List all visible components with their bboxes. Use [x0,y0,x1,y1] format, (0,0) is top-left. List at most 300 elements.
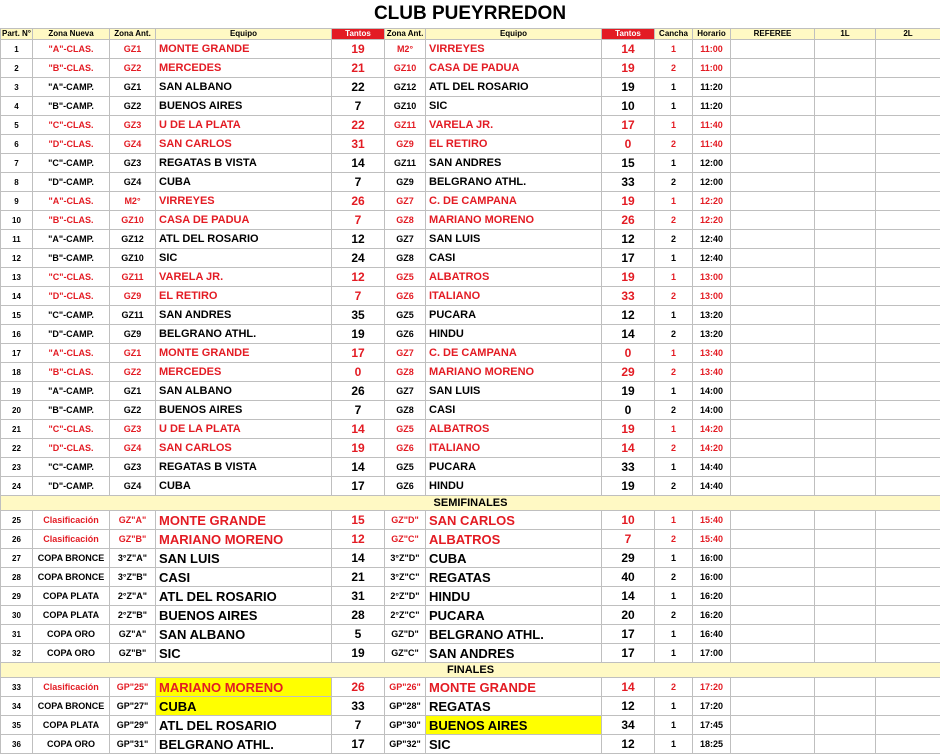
zona-ant-local: GZ9 [110,325,156,344]
zona-ant-local: GZ1 [110,382,156,401]
line2-cell [876,40,940,59]
cancha: 1 [655,249,693,268]
zona-ant-visit: GZ"D" [385,511,426,530]
zona-ant-local: GZ4 [110,439,156,458]
team-visit: SAN LUIS [426,230,602,249]
match-number: 22 [1,439,33,458]
score-visit: 20 [602,606,655,625]
team-visit: HINDU [426,477,602,496]
team-visit: SAN CARLOS [426,511,602,530]
score-local: 7 [332,716,385,735]
line1-cell [815,549,876,568]
score-visit: 15 [602,154,655,173]
score-local: 19 [332,40,385,59]
team-local: MONTE GRANDE [156,40,332,59]
cancha: 2 [655,59,693,78]
score-local: 14 [332,154,385,173]
line1-cell [815,458,876,477]
score-local: 28 [332,606,385,625]
zona-ant-local: 3°Z"B" [110,568,156,587]
match-number: 19 [1,382,33,401]
team-local: ATL DEL ROSARIO [156,716,332,735]
match-number: 15 [1,306,33,325]
zona-ant-local: GZ"A" [110,625,156,644]
team-local: CUBA [156,477,332,496]
cancha: 2 [655,230,693,249]
line1-cell [815,59,876,78]
score-local: 17 [332,344,385,363]
zona-ant-local: GZ10 [110,249,156,268]
team-visit: ALBATROS [426,530,602,549]
line1-cell [815,382,876,401]
team-local: BUENOS AIRES [156,401,332,420]
line1-cell [815,78,876,97]
cancha: 1 [655,97,693,116]
table-row [1,420,940,439]
horario: 11:40 [693,116,731,135]
table-row [1,458,940,477]
score-local: 14 [332,420,385,439]
fixture-body [1,40,940,754]
line1-cell [815,363,876,382]
zona-ant-local: GP"27" [110,697,156,716]
table-row [1,644,940,663]
table-row [1,116,940,135]
team-local: CUBA [156,173,332,192]
table-row [1,287,940,306]
zona-nueva: "D"-CLAS. [33,135,110,154]
section-finales-label: FINALES [1,663,940,678]
line1-cell [815,530,876,549]
team-visit: EL RETIRO [426,135,602,154]
referee-cell [731,97,815,116]
referee-cell [731,697,815,716]
score-visit: 10 [602,97,655,116]
zona-ant-visit: GZ12 [385,78,426,97]
line1-cell [815,625,876,644]
team-visit: ITALIANO [426,439,602,458]
zona-nueva: COPA ORO [33,644,110,663]
cancha: 1 [655,344,693,363]
zona-ant-visit: 3°Z"D" [385,549,426,568]
zona-nueva: COPA BRONCE [33,697,110,716]
table-row [1,549,940,568]
line2-cell [876,249,940,268]
table-row [1,344,940,363]
cancha: 1 [655,78,693,97]
horario: 14:20 [693,420,731,439]
cancha: 1 [655,382,693,401]
score-visit: 26 [602,211,655,230]
zona-ant-local: GZ9 [110,287,156,306]
line2-cell [876,135,940,154]
score-visit: 17 [602,625,655,644]
score-visit: 19 [602,78,655,97]
cancha: 2 [655,173,693,192]
team-visit: REGATAS [426,697,602,716]
referee-cell [731,249,815,268]
zona-ant-visit: GZ7 [385,230,426,249]
team-visit: SAN LUIS [426,382,602,401]
table-row [1,135,940,154]
score-visit: 33 [602,287,655,306]
team-local: MARIANO MORENO [156,678,332,697]
team-local: SAN LUIS [156,549,332,568]
team-visit: ATL DEL ROSARIO [426,78,602,97]
line1-cell [815,173,876,192]
referee-cell [731,477,815,496]
zona-ant-visit: GZ7 [385,344,426,363]
zona-nueva: "A"-CLAS. [33,344,110,363]
team-local: ATL DEL ROSARIO [156,587,332,606]
line1-cell [815,511,876,530]
table-row [1,268,940,287]
team-visit: ITALIANO [426,287,602,306]
score-visit: 33 [602,173,655,192]
line2-cell [876,344,940,363]
match-number: 16 [1,325,33,344]
line2-cell [876,230,940,249]
header-2l: 2L [876,29,940,40]
team-visit: MARIANO MORENO [426,211,602,230]
score-local: 14 [332,458,385,477]
header-tantos-visit: Tantos [602,29,655,40]
line2-cell [876,568,940,587]
match-number: 6 [1,135,33,154]
score-visit: 34 [602,716,655,735]
score-local: 7 [332,211,385,230]
zona-nueva: "B"-CAMP. [33,401,110,420]
horario: 13:00 [693,287,731,306]
team-local: U DE LA PLATA [156,116,332,135]
score-visit: 12 [602,230,655,249]
referee-cell [731,625,815,644]
zona-nueva: COPA PLATA [33,587,110,606]
team-local: CUBA [156,697,332,716]
zona-ant-local: GP"31" [110,735,156,754]
table-row [1,173,940,192]
zona-ant-visit: GZ9 [385,173,426,192]
referee-cell [731,230,815,249]
match-number: 2 [1,59,33,78]
cancha: 1 [655,116,693,135]
line2-cell [876,735,940,754]
line2-cell [876,192,940,211]
horario: 12:40 [693,249,731,268]
score-local: 26 [332,192,385,211]
team-visit: CASI [426,401,602,420]
zona-ant-visit: GP"26" [385,678,426,697]
team-visit: BUENOS AIRES [426,716,602,735]
line2-cell [876,363,940,382]
horario: 14:20 [693,439,731,458]
line1-cell [815,568,876,587]
horario: 18:25 [693,735,731,754]
score-visit: 19 [602,192,655,211]
line2-cell [876,587,940,606]
team-local: CASA DE PADUA [156,211,332,230]
zona-nueva: "D"-CLAS. [33,439,110,458]
header-equipo-visit: Equipo [426,29,602,40]
page-title: CLUB PUEYRREDON [373,3,567,24]
zona-ant-visit: 2°Z"C" [385,606,426,625]
zona-ant-visit: M2° [385,40,426,59]
score-visit: 12 [602,735,655,754]
line2-cell [876,173,940,192]
match-number: 31 [1,625,33,644]
zona-ant-local: M2° [110,192,156,211]
zona-nueva: "B"-CAMP. [33,97,110,116]
line2-cell [876,420,940,439]
score-visit: 14 [602,587,655,606]
section-finales [1,663,940,678]
horario: 14:00 [693,401,731,420]
zona-nueva: "B"-CLAS. [33,211,110,230]
team-visit: PUCARA [426,606,602,625]
cancha: 1 [655,697,693,716]
score-local: 15 [332,511,385,530]
line2-cell [876,287,940,306]
line1-cell [815,716,876,735]
cancha: 1 [655,458,693,477]
table-row [1,306,940,325]
zona-ant-local: GZ11 [110,306,156,325]
team-local: REGATAS B VISTA [156,154,332,173]
line2-cell [876,268,940,287]
line1-cell [815,211,876,230]
score-local: 24 [332,249,385,268]
line1-cell [815,268,876,287]
line1-cell [815,477,876,496]
horario: 14:40 [693,477,731,496]
table-row [1,587,940,606]
line1-cell [815,344,876,363]
zona-ant-visit: GZ9 [385,135,426,154]
line1-cell [815,287,876,306]
cancha: 2 [655,211,693,230]
cancha: 1 [655,306,693,325]
zona-ant-local: GZ"A" [110,511,156,530]
zona-nueva: "B"-CAMP. [33,249,110,268]
zona-ant-visit: GZ8 [385,363,426,382]
header-tantos-local: Tantos [332,29,385,40]
zona-ant-local: GZ2 [110,401,156,420]
line2-cell [876,511,940,530]
zona-ant-visit: GP"28" [385,697,426,716]
zona-ant-visit: GZ5 [385,420,426,439]
zona-nueva: "A"-CAMP. [33,230,110,249]
horario: 14:00 [693,382,731,401]
team-local: MONTE GRANDE [156,344,332,363]
horario: 13:20 [693,306,731,325]
team-local: MONTE GRANDE [156,511,332,530]
horario: 17:20 [693,678,731,697]
team-visit: BELGRANO ATHL. [426,625,602,644]
line2-cell [876,306,940,325]
match-number: 36 [1,735,33,754]
horario: 12:40 [693,230,731,249]
zona-nueva: "D"-CAMP. [33,325,110,344]
cancha: 2 [655,401,693,420]
horario: 16:00 [693,549,731,568]
score-visit: 12 [602,306,655,325]
line1-cell [815,439,876,458]
line2-cell [876,78,940,97]
line2-cell [876,97,940,116]
referee-cell [731,135,815,154]
zona-ant-visit: GZ8 [385,249,426,268]
zona-ant-local: GZ10 [110,211,156,230]
team-visit: HINDU [426,325,602,344]
cancha: 1 [655,154,693,173]
zona-nueva: "C"-CAMP. [33,306,110,325]
referee-cell [731,173,815,192]
score-local: 31 [332,587,385,606]
match-number: 8 [1,173,33,192]
horario: 11:20 [693,97,731,116]
zona-ant-local: GZ3 [110,420,156,439]
team-local: ATL DEL ROSARIO [156,230,332,249]
cancha: 1 [655,716,693,735]
match-number: 3 [1,78,33,97]
zona-nueva: COPA ORO [33,735,110,754]
match-number: 1 [1,40,33,59]
zona-ant-local: GP"25" [110,678,156,697]
score-visit: 33 [602,458,655,477]
referee-cell [731,530,815,549]
zona-nueva: "D"-CLAS. [33,287,110,306]
zona-nueva: COPA ORO [33,625,110,644]
zona-nueva: COPA BRONCE [33,568,110,587]
zona-nueva: "B"-CLAS. [33,363,110,382]
cancha: 1 [655,625,693,644]
team-local: CASI [156,568,332,587]
table-row [1,59,940,78]
zona-ant-visit: GZ6 [385,287,426,306]
table-row [1,97,940,116]
cancha: 2 [655,287,693,306]
match-number: 12 [1,249,33,268]
match-number: 33 [1,678,33,697]
referee-cell [731,40,815,59]
match-number: 29 [1,587,33,606]
cancha: 2 [655,135,693,154]
referee-cell [731,116,815,135]
team-local: BELGRANO ATHL. [156,735,332,754]
table-row [1,530,940,549]
referee-cell [731,382,815,401]
score-visit: 17 [602,116,655,135]
cancha: 2 [655,530,693,549]
zona-ant-local: GZ12 [110,230,156,249]
score-local: 21 [332,59,385,78]
zona-nueva: "C"-CLAS. [33,116,110,135]
line1-cell [815,697,876,716]
line1-cell [815,97,876,116]
cancha: 1 [655,644,693,663]
referee-cell [731,568,815,587]
line2-cell [876,59,940,78]
referee-cell [731,211,815,230]
match-number: 13 [1,268,33,287]
zona-ant-local: 2°Z"B" [110,606,156,625]
zona-ant-visit: GZ11 [385,154,426,173]
match-number: 11 [1,230,33,249]
score-visit: 0 [602,344,655,363]
match-number: 28 [1,568,33,587]
table-row [1,401,940,420]
cancha: 2 [655,439,693,458]
zona-nueva: "A"-CAMP. [33,382,110,401]
horario: 12:20 [693,211,731,230]
zona-nueva: "B"-CLAS. [33,59,110,78]
team-local: BUENOS AIRES [156,97,332,116]
referee-cell [731,587,815,606]
zona-nueva: "C"-CLAS. [33,420,110,439]
match-number: 18 [1,363,33,382]
zona-ant-local: GZ2 [110,59,156,78]
team-visit: CASA DE PADUA [426,59,602,78]
score-visit: 14 [602,40,655,59]
score-local: 19 [332,439,385,458]
line1-cell [815,678,876,697]
header-horario: Horario [693,29,731,40]
cancha: 2 [655,568,693,587]
match-number: 9 [1,192,33,211]
zona-ant-local: GZ"B" [110,530,156,549]
score-visit: 7 [602,530,655,549]
table-row [1,625,940,644]
referee-cell [731,644,815,663]
section-semifinales [1,496,940,511]
line1-cell [815,135,876,154]
score-visit: 0 [602,401,655,420]
score-local: 35 [332,306,385,325]
referee-cell [731,716,815,735]
team-visit: HINDU [426,587,602,606]
zona-ant-local: GZ4 [110,173,156,192]
table-row [1,511,940,530]
team-local: SAN ALBANO [156,78,332,97]
line2-cell [876,211,940,230]
zona-ant-visit: GZ5 [385,458,426,477]
line2-cell [876,401,940,420]
referee-cell [731,344,815,363]
zona-ant-local: GZ4 [110,477,156,496]
team-local: SAN ANDRES [156,306,332,325]
match-number: 21 [1,420,33,439]
match-number: 10 [1,211,33,230]
referee-cell [731,287,815,306]
table-row [1,697,940,716]
zona-ant-local: GZ"B" [110,644,156,663]
zona-ant-visit: GP"32" [385,735,426,754]
cancha: 1 [655,587,693,606]
zona-nueva: "D"-CAMP. [33,477,110,496]
zona-ant-visit: GZ"C" [385,530,426,549]
table-row [1,439,940,458]
line1-cell [815,644,876,663]
zona-nueva: COPA PLATA [33,606,110,625]
score-visit: 19 [602,59,655,78]
referee-cell [731,59,815,78]
line2-cell [876,116,940,135]
zona-nueva: Clasificación [33,678,110,697]
zona-ant-visit: GZ"C" [385,644,426,663]
line2-cell [876,625,940,644]
zona-ant-local: GZ3 [110,116,156,135]
zona-ant-visit: GZ11 [385,116,426,135]
